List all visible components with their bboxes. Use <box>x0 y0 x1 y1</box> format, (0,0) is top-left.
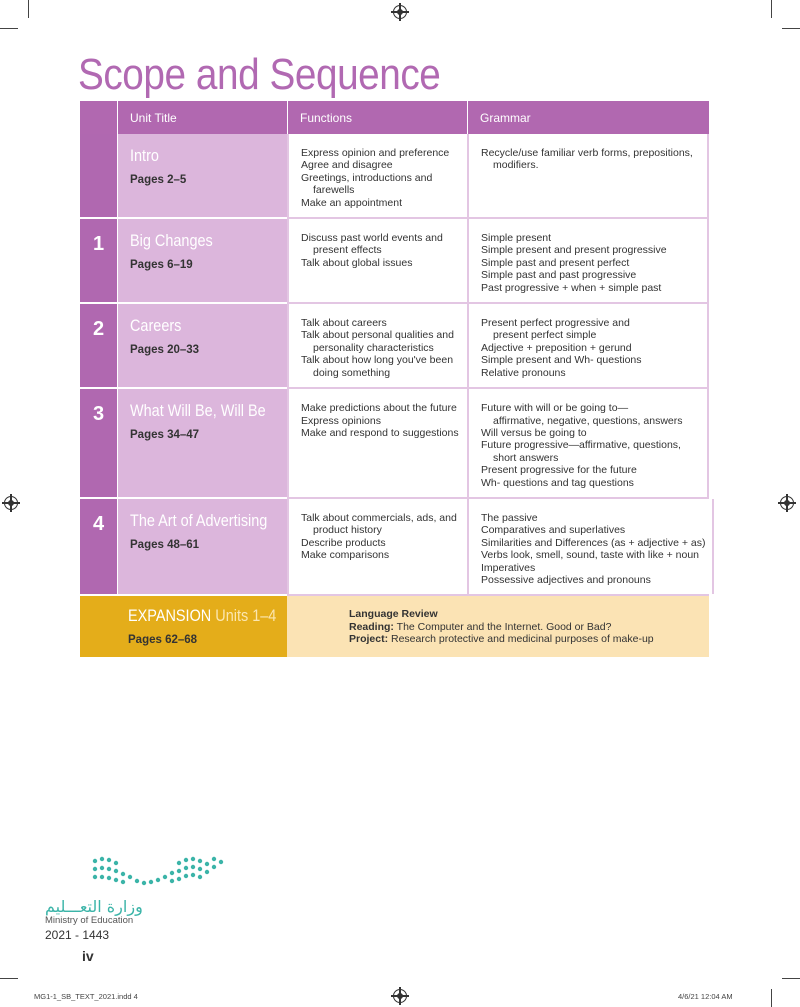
grammar-item: Simple past and past progressive <box>481 269 637 282</box>
registration-mark-icon <box>4 496 18 510</box>
unit-number: 3 <box>80 389 117 499</box>
grammar-item: Future with will or be going to— <box>481 402 629 415</box>
crop-mark <box>28 0 29 18</box>
registration-mark-icon <box>393 5 407 19</box>
unit-pages: Pages 48–61 <box>130 538 200 551</box>
grammar-cell <box>467 134 709 217</box>
crop-mark <box>0 978 18 979</box>
ministry-logo-icon <box>87 855 227 889</box>
expansion-item-text: Research protective and medicinal purposes of make-up <box>388 633 654 646</box>
registration-mark-icon <box>780 496 794 510</box>
grammar-cell <box>467 219 709 302</box>
table-header <box>80 101 709 134</box>
page-title: Scope and Sequence <box>78 50 441 99</box>
functions-cell <box>287 304 467 387</box>
functions-item: Discuss past world events and <box>301 232 443 245</box>
table-row <box>80 499 709 596</box>
unit-number: 2 <box>80 304 117 389</box>
unit-pages: Pages 2–5 <box>130 174 187 186</box>
header-unit-title: Unit Title <box>117 101 287 134</box>
grammar-item: Simple present <box>481 232 552 245</box>
crop-mark <box>771 989 772 1007</box>
unit-title: Big Changes <box>130 231 213 251</box>
edition-year: 2021 - 1443 <box>45 928 110 942</box>
table-row <box>80 219 709 304</box>
unit-number: 4 <box>80 499 117 596</box>
grammar-item: Recycle/use familiar verb forms, prepositions, <box>481 147 693 159</box>
functions-item: product history <box>313 524 382 537</box>
unit-title: What Will Be, Will Be <box>130 401 266 421</box>
table-body <box>80 134 709 596</box>
functions-cell <box>287 134 467 217</box>
grammar-item: short answers <box>493 451 559 464</box>
functions-item: Greetings, introductions and <box>301 171 433 184</box>
grammar-item: modifiers. <box>493 159 539 172</box>
functions-item: Make an appointment <box>301 196 402 209</box>
grammar-item: Wh- questions and tag questions <box>481 476 634 489</box>
grammar-item: Present progressive for the future <box>481 464 637 477</box>
page-number: iv <box>82 948 94 964</box>
crop-mark <box>782 28 800 29</box>
footer-date-info: 4/6/21 12:04 AM <box>678 992 733 1001</box>
ministry-name-english: Ministry of Education <box>45 915 134 926</box>
expansion-item <box>349 633 709 645</box>
functions-item: Talk about global issues <box>301 256 413 269</box>
expansion-title-bold: EXPANSION <box>128 606 212 626</box>
unit-pages: Pages 34–47 <box>130 429 200 442</box>
crop-mark <box>782 978 800 979</box>
grammar-cell <box>467 389 709 497</box>
functions-item: Agree and disagree <box>301 159 393 172</box>
functions-item: Make predictions about the future <box>301 402 457 415</box>
table-row <box>80 304 709 389</box>
unit-title-cell <box>117 219 287 304</box>
header-number-cell <box>80 101 117 134</box>
grammar-item: Will versus be going to <box>481 426 587 439</box>
expansion-item-label: Project: <box>349 633 389 646</box>
functions-item: Talk about commercials, ads, and <box>301 511 457 524</box>
grammar-item: Relative pronouns <box>481 366 566 379</box>
unit-title-cell <box>117 499 287 596</box>
grammar-item: Comparatives and superlatives <box>481 524 626 537</box>
expansion-item-label: Language Review <box>349 608 438 621</box>
crop-mark <box>0 28 18 29</box>
grammar-item: Simple past and present perfect <box>481 256 630 269</box>
functions-item: Talk about careers <box>301 317 387 330</box>
expansion-content <box>287 596 709 657</box>
functions-item: personality characteristics <box>313 341 434 354</box>
unit-title: The Art of Advertising <box>130 510 268 530</box>
grammar-item: affirmative, negative, questions, answers <box>493 414 683 427</box>
header-grammar: Grammar <box>467 101 709 134</box>
functions-item: Talk about personal qualities and <box>301 329 454 342</box>
crop-mark <box>771 0 772 18</box>
expansion-title <box>128 606 277 626</box>
expansion-row <box>80 596 709 657</box>
expansion-item <box>349 621 709 633</box>
ministry-name-arabic: وزارة التعـــليم <box>45 897 143 916</box>
functions-item: Make and respond to suggestions <box>301 426 459 439</box>
grammar-item: Present perfect progressive and <box>481 317 630 330</box>
grammar-item: Similarities and Differences (as + adjective + as) <box>481 536 706 549</box>
grammar-item: Future progressive—affirmative, questions, <box>481 439 681 452</box>
functions-cell <box>287 499 467 594</box>
footer-file-info: MG1-1_SB_TEXT_2021.indd 4 <box>34 992 138 1001</box>
grammar-item: Simple present and Wh- questions <box>481 354 642 367</box>
expansion-title-units: Units 1–4 <box>215 606 277 626</box>
unit-pages: Pages 6–19 <box>130 259 193 272</box>
functions-item: Talk about how long you've been <box>301 354 454 367</box>
expansion-item <box>349 608 709 620</box>
functions-item: Express opinion and preference <box>301 147 450 159</box>
functions-item: Describe products <box>301 536 386 549</box>
functions-item: doing something <box>313 366 391 379</box>
grammar-item: Past progressive + when + simple past <box>481 281 662 294</box>
unit-title-cell <box>117 134 287 219</box>
grammar-item: Possessive adjectives and pronouns <box>481 573 651 586</box>
functions-item: farewells <box>313 184 355 197</box>
unit-title-cell <box>117 389 287 499</box>
unit-number: 1 <box>80 219 117 304</box>
expansion-item-label: Reading: <box>349 620 394 633</box>
header-functions: Functions <box>287 101 467 134</box>
grammar-item: Imperatives <box>481 561 536 574</box>
grammar-item: Verbs look, smell, sound, taste with like + noun <box>481 549 699 562</box>
functions-cell <box>287 389 467 497</box>
expansion-title-cell <box>80 596 287 657</box>
grammar-cell <box>467 499 714 594</box>
expansion-item-text: The Computer and the Internet. Good or Bad? <box>393 620 612 633</box>
grammar-cell <box>467 304 709 387</box>
functions-item: Make comparisons <box>301 549 390 562</box>
functions-item: present effects <box>313 244 382 257</box>
table-row <box>80 389 709 499</box>
functions-cell <box>287 219 467 302</box>
scope-table <box>80 101 709 657</box>
grammar-item: Adjective + preposition + gerund <box>481 341 632 354</box>
grammar-item: present perfect simple <box>493 329 597 342</box>
registration-mark-icon <box>393 989 407 1003</box>
unit-pages: Pages 20–33 <box>130 344 200 357</box>
unit-title: Careers <box>130 316 182 336</box>
unit-number <box>80 134 117 219</box>
expansion-pages: Pages 62–68 <box>128 634 198 647</box>
grammar-item: Simple present and present progressive <box>481 244 667 257</box>
unit-title-cell <box>117 304 287 389</box>
functions-item: Express opinions <box>301 414 381 427</box>
table-row <box>80 134 709 219</box>
grammar-item: The passive <box>481 511 538 524</box>
unit-title: Intro <box>130 146 159 165</box>
